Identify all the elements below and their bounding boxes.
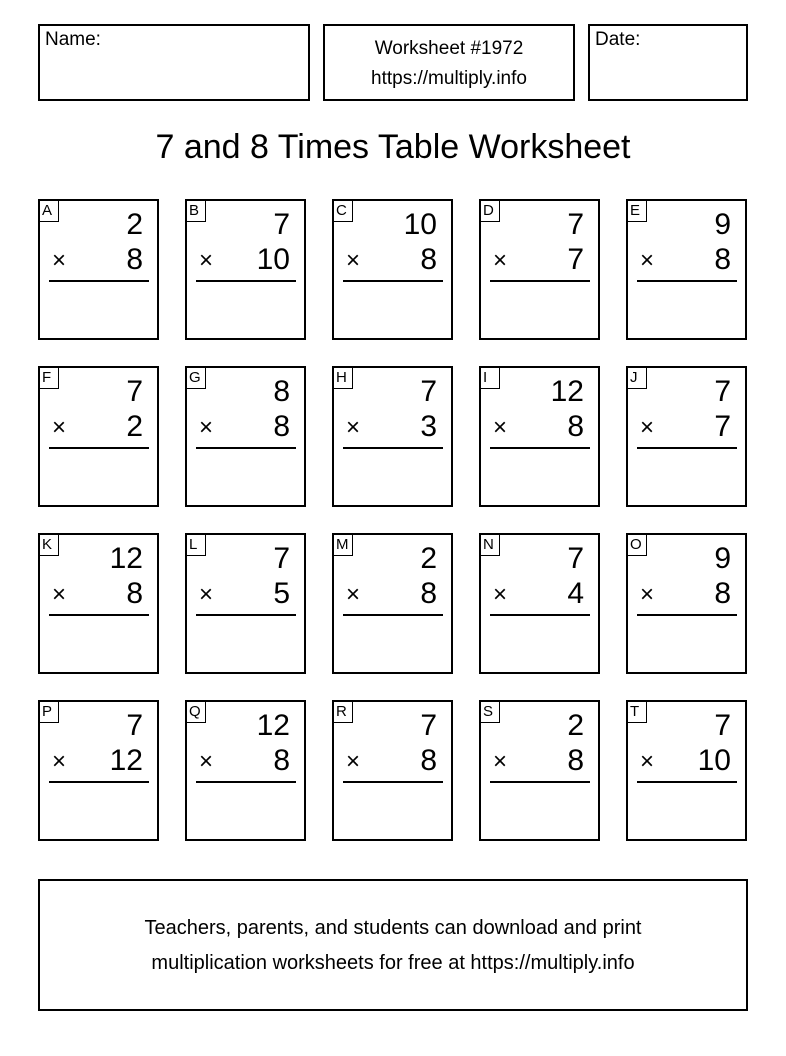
name-label: Name:	[45, 29, 101, 50]
multiplier: 8	[567, 410, 584, 443]
date-field-box[interactable]	[588, 24, 748, 101]
multiplier: 8	[126, 243, 143, 276]
answer-line[interactable]	[49, 447, 149, 449]
problem-letter: P	[39, 701, 59, 723]
multiplicand: 7	[126, 709, 143, 742]
multiplicand: 9	[714, 542, 731, 575]
problem-card	[479, 533, 600, 674]
problem-card	[626, 199, 747, 340]
problem-card	[38, 366, 159, 507]
problem-card	[185, 366, 306, 507]
answer-line[interactable]	[196, 614, 296, 616]
multiplicand: 7	[567, 208, 584, 241]
answer-line[interactable]	[637, 280, 737, 282]
multiply-sign: ×	[493, 414, 508, 441]
multiplicand: 10	[403, 208, 437, 241]
multiplier: 2	[126, 410, 143, 443]
page-title: 7 and 8 Times Table Worksheet	[155, 128, 631, 166]
multiplier: 8	[420, 243, 437, 276]
multiply-sign: ×	[640, 748, 655, 775]
multiplier: 8	[714, 243, 731, 276]
multiply-sign: ×	[346, 247, 361, 274]
multiplicand: 2	[567, 709, 584, 742]
footer-line-1: Teachers, parents, and students can download and print	[144, 917, 642, 939]
problem-letter: G	[186, 367, 206, 389]
multiplicand: 12	[550, 375, 584, 408]
problem-card	[479, 199, 600, 340]
answer-line[interactable]	[196, 781, 296, 783]
multiplicand: 7	[714, 709, 731, 742]
problem-card	[332, 366, 453, 507]
multiply-sign: ×	[52, 247, 67, 274]
problem-card	[626, 533, 747, 674]
problem-letter: I	[480, 367, 500, 389]
problem-card	[38, 533, 159, 674]
problem-card	[479, 366, 600, 507]
answer-line[interactable]	[490, 447, 590, 449]
multiplier: 8	[420, 744, 437, 777]
multiplicand: 7	[273, 542, 290, 575]
multiply-sign: ×	[346, 414, 361, 441]
problem-letter: H	[333, 367, 353, 389]
answer-line[interactable]	[343, 614, 443, 616]
multiply-sign: ×	[199, 748, 214, 775]
answer-line[interactable]	[490, 781, 590, 783]
multiply-sign: ×	[52, 748, 67, 775]
problem-letter: C	[333, 200, 353, 222]
answer-line[interactable]	[49, 781, 149, 783]
multiply-sign: ×	[640, 247, 655, 274]
answer-line[interactable]	[343, 781, 443, 783]
multiplier: 8	[420, 577, 437, 610]
answer-line[interactable]	[637, 447, 737, 449]
worksheet-url: https://multiply.info	[371, 68, 527, 89]
multiply-sign: ×	[346, 581, 361, 608]
multiplier: 8	[273, 410, 290, 443]
problem-letter: D	[480, 200, 500, 222]
answer-line[interactable]	[49, 280, 149, 282]
name-field-box[interactable]	[38, 24, 310, 101]
worksheet-info-box	[323, 24, 575, 101]
problem-letter: N	[480, 534, 500, 556]
multiply-sign: ×	[199, 414, 214, 441]
multiplier: 7	[567, 243, 584, 276]
answer-line[interactable]	[490, 280, 590, 282]
multiplier: 7	[714, 410, 731, 443]
answer-line[interactable]	[637, 781, 737, 783]
multiply-sign: ×	[52, 414, 67, 441]
answer-line[interactable]	[637, 614, 737, 616]
multiplier: 8	[714, 577, 731, 610]
problem-letter: O	[627, 534, 647, 556]
footer-note	[38, 879, 748, 1011]
multiply-sign: ×	[640, 581, 655, 608]
footer-line-2: multiplication worksheets for free at https://multiply.info	[151, 952, 635, 974]
multiplicand: 7	[714, 375, 731, 408]
multiply-sign: ×	[493, 748, 508, 775]
problem-card	[332, 700, 453, 841]
answer-line[interactable]	[196, 447, 296, 449]
problem-letter: F	[39, 367, 59, 389]
problem-card	[626, 700, 747, 841]
multiply-sign: ×	[199, 581, 214, 608]
problem-letter: S	[480, 701, 500, 723]
answer-line[interactable]	[490, 614, 590, 616]
problem-letter: Q	[186, 701, 206, 723]
multiplier: 10	[697, 744, 731, 777]
multiplier: 4	[567, 577, 584, 610]
multiply-sign: ×	[199, 247, 214, 274]
problem-card	[479, 700, 600, 841]
multiply-sign: ×	[346, 748, 361, 775]
multiplier: 5	[273, 577, 290, 610]
multiply-sign: ×	[640, 414, 655, 441]
multiplier: 3	[420, 410, 437, 443]
problem-card	[185, 533, 306, 674]
multiplier: 8	[567, 744, 584, 777]
problem-card	[38, 700, 159, 841]
problem-letter: T	[627, 701, 647, 723]
multiplier: 12	[109, 744, 143, 777]
multiply-sign: ×	[52, 581, 67, 608]
answer-line[interactable]	[196, 280, 296, 282]
multiply-sign: ×	[493, 581, 508, 608]
answer-line[interactable]	[343, 447, 443, 449]
problem-letter: E	[627, 200, 647, 222]
multiplier: 8	[273, 744, 290, 777]
problem-letter: B	[186, 200, 206, 222]
multiplicand: 7	[567, 542, 584, 575]
problem-letter: L	[186, 534, 206, 556]
problem-card	[185, 199, 306, 340]
problem-card	[626, 366, 747, 507]
multiplicand: 7	[273, 208, 290, 241]
multiplicand: 9	[714, 208, 731, 241]
problem-letter: A	[39, 200, 59, 222]
multiplicand: 2	[126, 208, 143, 241]
answer-line[interactable]	[343, 280, 443, 282]
answer-line[interactable]	[49, 614, 149, 616]
problem-letter: M	[333, 534, 353, 556]
problem-card	[332, 533, 453, 674]
multiplicand: 8	[273, 375, 290, 408]
multiplicand: 7	[420, 709, 437, 742]
multiplicand: 12	[109, 542, 143, 575]
multiplicand: 2	[420, 542, 437, 575]
problem-letter: J	[627, 367, 647, 389]
date-label: Date:	[595, 29, 641, 50]
problem-letter: K	[39, 534, 59, 556]
multiplier: 10	[256, 243, 290, 276]
multiplicand: 7	[126, 375, 143, 408]
multiplicand: 12	[256, 709, 290, 742]
multiply-sign: ×	[493, 247, 508, 274]
multiplicand: 7	[420, 375, 437, 408]
multiplier: 8	[126, 577, 143, 610]
problem-letter: R	[333, 701, 353, 723]
problem-card	[332, 199, 453, 340]
problem-card	[38, 199, 159, 340]
problem-card	[185, 700, 306, 841]
worksheet-number: Worksheet #1972	[374, 38, 524, 59]
